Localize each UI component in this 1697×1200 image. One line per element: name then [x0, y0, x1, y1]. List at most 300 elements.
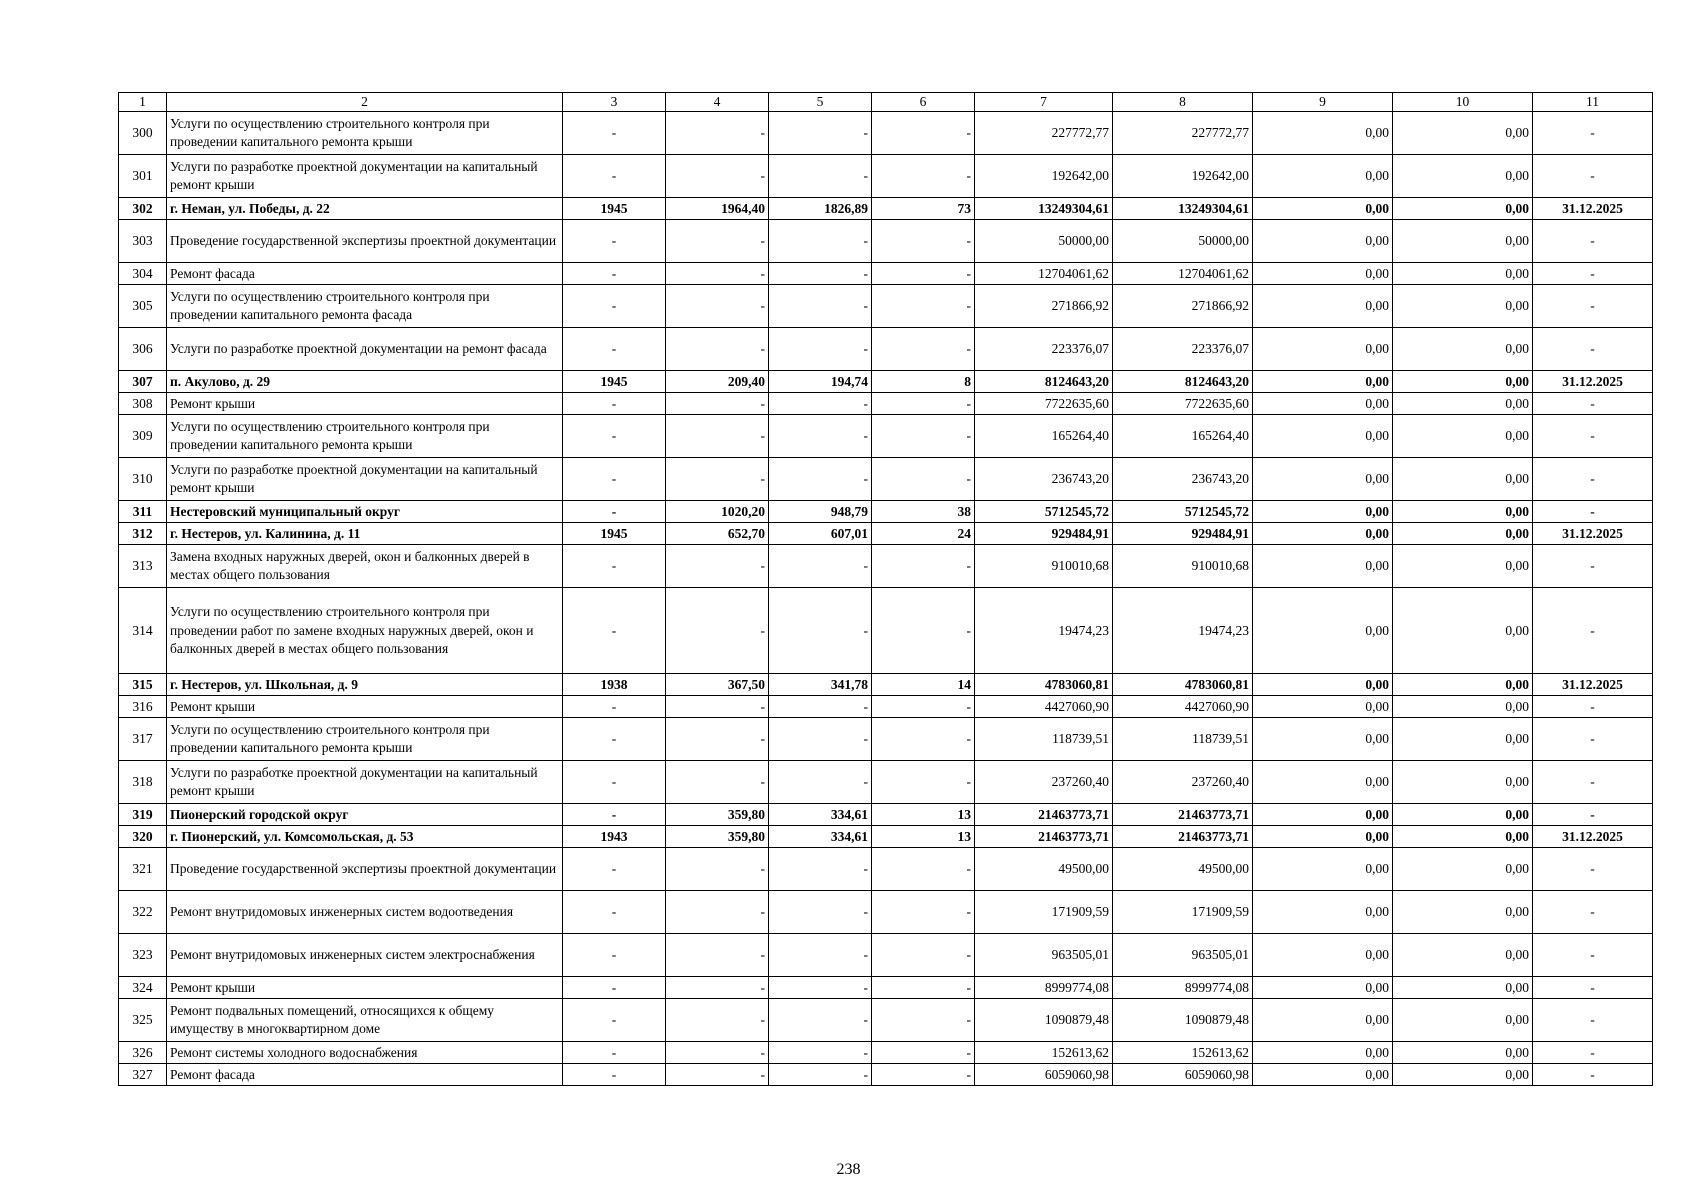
column-number-cell: 10: [1393, 93, 1533, 112]
col6-cell: -: [872, 458, 975, 501]
col6-cell: 24: [872, 523, 975, 545]
col8-cell: 5712545,72: [1113, 501, 1253, 523]
col4-cell: -: [666, 112, 769, 155]
col6-cell: -: [872, 588, 975, 674]
row-number-cell: 302: [119, 198, 167, 220]
col9-cell: 0,00: [1253, 415, 1393, 458]
work-name-cell: Услуги по разработке проектной документации на ремонт фасада: [167, 328, 563, 371]
row-number-cell: 308: [119, 393, 167, 415]
col10-cell: 0,00: [1393, 501, 1533, 523]
col9-cell: 0,00: [1253, 501, 1393, 523]
col3-cell: -: [563, 393, 666, 415]
col10-cell: 0,00: [1393, 415, 1533, 458]
col11-cell: -: [1533, 977, 1653, 999]
column-number-cell: 2: [167, 93, 563, 112]
col4-cell: -: [666, 848, 769, 891]
col9-cell: 0,00: [1253, 112, 1393, 155]
col9-cell: 0,00: [1253, 1064, 1393, 1086]
col10-cell: 0,00: [1393, 804, 1533, 826]
col7-cell: 21463773,71: [975, 826, 1113, 848]
col10-cell: 0,00: [1393, 285, 1533, 328]
col6-cell: -: [872, 155, 975, 198]
col4-cell: 359,80: [666, 804, 769, 826]
col3-cell: -: [563, 588, 666, 674]
work-name-cell: Услуги по разработке проектной документации на капитальный ремонт крыши: [167, 458, 563, 501]
col8-cell: 7722635,60: [1113, 393, 1253, 415]
col7-cell: 49500,00: [975, 848, 1113, 891]
table-body: [119, 93, 1653, 1086]
work-name-cell: Услуги по осуществлению строительного контроля при проведении капитального ремонта крыши: [167, 718, 563, 761]
col5-cell: -: [769, 588, 872, 674]
table-row: [119, 198, 1653, 220]
col10-cell: 0,00: [1393, 371, 1533, 393]
col8-cell: 236743,20: [1113, 458, 1253, 501]
row-number-cell: 322: [119, 891, 167, 934]
col8-cell: 8999774,08: [1113, 977, 1253, 999]
col6-cell: -: [872, 393, 975, 415]
col4-cell: -: [666, 263, 769, 285]
col7-cell: 50000,00: [975, 220, 1113, 263]
col4-cell: 209,40: [666, 371, 769, 393]
col9-cell: 0,00: [1253, 999, 1393, 1042]
col4-cell: -: [666, 285, 769, 328]
col8-cell: 271866,92: [1113, 285, 1253, 328]
column-number-cell: 1: [119, 93, 167, 112]
col3-cell: -: [563, 696, 666, 718]
col9-cell: 0,00: [1253, 696, 1393, 718]
column-number-cell: 7: [975, 93, 1113, 112]
col10-cell: 0,00: [1393, 999, 1533, 1042]
col4-cell: -: [666, 458, 769, 501]
col5-cell: -: [769, 696, 872, 718]
col8-cell: 152613,62: [1113, 1042, 1253, 1064]
row-number-cell: 309: [119, 415, 167, 458]
col11-cell: -: [1533, 545, 1653, 588]
col3-cell: -: [563, 458, 666, 501]
col7-cell: 963505,01: [975, 934, 1113, 977]
col4-cell: -: [666, 977, 769, 999]
table-row: [119, 999, 1653, 1042]
col11-cell: -: [1533, 285, 1653, 328]
col5-cell: -: [769, 1064, 872, 1086]
table-row: [119, 588, 1653, 674]
col11-cell: -: [1533, 848, 1653, 891]
row-number-cell: 324: [119, 977, 167, 999]
col11-cell: 31.12.2025: [1533, 371, 1653, 393]
row-number-cell: 325: [119, 999, 167, 1042]
col3-cell: 1945: [563, 371, 666, 393]
col11-cell: -: [1533, 718, 1653, 761]
col10-cell: 0,00: [1393, 826, 1533, 848]
col4-cell: -: [666, 545, 769, 588]
col7-cell: 171909,59: [975, 891, 1113, 934]
col9-cell: 0,00: [1253, 718, 1393, 761]
col6-cell: -: [872, 545, 975, 588]
col6-cell: 13: [872, 804, 975, 826]
work-name-cell: Ремонт системы холодного водоснабжения: [167, 1042, 563, 1064]
col10-cell: 0,00: [1393, 674, 1533, 696]
col10-cell: 0,00: [1393, 458, 1533, 501]
col6-cell: 14: [872, 674, 975, 696]
row-number-cell: 306: [119, 328, 167, 371]
col11-cell: -: [1533, 891, 1653, 934]
col3-cell: 1943: [563, 826, 666, 848]
col8-cell: 4783060,81: [1113, 674, 1253, 696]
col7-cell: 4783060,81: [975, 674, 1113, 696]
col5-cell: -: [769, 1042, 872, 1064]
work-name-cell: Услуги по разработке проектной документации на капитальный ремонт крыши: [167, 155, 563, 198]
col3-cell: -: [563, 545, 666, 588]
col5-cell: 194,74: [769, 371, 872, 393]
col5-cell: 948,79: [769, 501, 872, 523]
col4-cell: -: [666, 891, 769, 934]
col5-cell: -: [769, 112, 872, 155]
work-name-cell: Услуги по разработке проектной документации на капитальный ремонт крыши: [167, 761, 563, 804]
col4-cell: 359,80: [666, 826, 769, 848]
col6-cell: -: [872, 891, 975, 934]
col9-cell: 0,00: [1253, 328, 1393, 371]
col3-cell: -: [563, 112, 666, 155]
col3-cell: -: [563, 501, 666, 523]
table-row: [119, 674, 1653, 696]
column-number-cell: 5: [769, 93, 872, 112]
col9-cell: 0,00: [1253, 263, 1393, 285]
col11-cell: 31.12.2025: [1533, 523, 1653, 545]
col8-cell: 1090879,48: [1113, 999, 1253, 1042]
row-number-cell: 313: [119, 545, 167, 588]
col4-cell: 1020,20: [666, 501, 769, 523]
col9-cell: 0,00: [1253, 934, 1393, 977]
table-row: [119, 263, 1653, 285]
work-name-cell: Услуги по осуществлению строительного контроля при проведении капитального ремонта фасада: [167, 285, 563, 328]
col8-cell: 6059060,98: [1113, 1064, 1253, 1086]
col11-cell: -: [1533, 1064, 1653, 1086]
work-name-cell: Ремонт подвальных помещений, относящихся к общему имуществу в многоквартирном доме: [167, 999, 563, 1042]
col5-cell: -: [769, 848, 872, 891]
col10-cell: 0,00: [1393, 198, 1533, 220]
column-number-cell: 6: [872, 93, 975, 112]
work-name-cell: г. Нестеров, ул. Калинина, д. 11: [167, 523, 563, 545]
col8-cell: 910010,68: [1113, 545, 1253, 588]
col11-cell: -: [1533, 263, 1653, 285]
col10-cell: 0,00: [1393, 891, 1533, 934]
col3-cell: 1945: [563, 523, 666, 545]
col9-cell: 0,00: [1253, 220, 1393, 263]
work-name-cell: Ремонт внутридомовых инженерных систем водоотведения: [167, 891, 563, 934]
col3-cell: 1945: [563, 198, 666, 220]
col5-cell: -: [769, 545, 872, 588]
col10-cell: 0,00: [1393, 718, 1533, 761]
col7-cell: 21463773,71: [975, 804, 1113, 826]
col5-cell: -: [769, 415, 872, 458]
col6-cell: 13: [872, 826, 975, 848]
col8-cell: 165264,40: [1113, 415, 1253, 458]
col10-cell: 0,00: [1393, 934, 1533, 977]
col11-cell: 31.12.2025: [1533, 826, 1653, 848]
table-row: [119, 458, 1653, 501]
work-name-cell: Услуги по осуществлению строительного контроля при проведении капитального ремонта крыши: [167, 415, 563, 458]
col3-cell: -: [563, 761, 666, 804]
col11-cell: -: [1533, 415, 1653, 458]
col7-cell: 165264,40: [975, 415, 1113, 458]
col6-cell: -: [872, 977, 975, 999]
col3-cell: -: [563, 718, 666, 761]
table-row: [119, 285, 1653, 328]
col3-cell: -: [563, 1042, 666, 1064]
col9-cell: 0,00: [1253, 545, 1393, 588]
table-row: [119, 934, 1653, 977]
col7-cell: 192642,00: [975, 155, 1113, 198]
table-row: [119, 1064, 1653, 1086]
col7-cell: 5712545,72: [975, 501, 1113, 523]
col5-cell: -: [769, 999, 872, 1042]
col4-cell: -: [666, 934, 769, 977]
col4-cell: -: [666, 696, 769, 718]
table-row: [119, 848, 1653, 891]
row-number-cell: 312: [119, 523, 167, 545]
col9-cell: 0,00: [1253, 674, 1393, 696]
col8-cell: 50000,00: [1113, 220, 1253, 263]
work-name-cell: Пионерский городской округ: [167, 804, 563, 826]
col3-cell: -: [563, 977, 666, 999]
col7-cell: 7722635,60: [975, 393, 1113, 415]
page-number: 238: [836, 1161, 861, 1178]
col7-cell: 12704061,62: [975, 263, 1113, 285]
col9-cell: 0,00: [1253, 761, 1393, 804]
col8-cell: 8124643,20: [1113, 371, 1253, 393]
column-number-cell: 8: [1113, 93, 1253, 112]
col4-cell: 652,70: [666, 523, 769, 545]
col5-cell: 334,61: [769, 804, 872, 826]
col8-cell: 13249304,61: [1113, 198, 1253, 220]
col8-cell: 223376,07: [1113, 328, 1253, 371]
col11-cell: 31.12.2025: [1533, 674, 1653, 696]
col3-cell: -: [563, 285, 666, 328]
table-row: [119, 761, 1653, 804]
col5-cell: -: [769, 891, 872, 934]
col9-cell: 0,00: [1253, 523, 1393, 545]
col8-cell: 21463773,71: [1113, 826, 1253, 848]
col5-cell: -: [769, 220, 872, 263]
work-name-cell: Замена входных наружных дверей, окон и балконных дверей в местах общего пользования: [167, 545, 563, 588]
col8-cell: 4427060,90: [1113, 696, 1253, 718]
col10-cell: 0,00: [1393, 696, 1533, 718]
table-row: [119, 545, 1653, 588]
work-name-cell: Проведение государственной экспертизы проектной документации: [167, 220, 563, 263]
col3-cell: -: [563, 263, 666, 285]
col4-cell: -: [666, 155, 769, 198]
col8-cell: 963505,01: [1113, 934, 1253, 977]
col3-cell: -: [563, 934, 666, 977]
col4-cell: 367,50: [666, 674, 769, 696]
col4-cell: -: [666, 1042, 769, 1064]
col6-cell: -: [872, 848, 975, 891]
col5-cell: -: [769, 458, 872, 501]
col4-cell: -: [666, 588, 769, 674]
col9-cell: 0,00: [1253, 588, 1393, 674]
col7-cell: 929484,91: [975, 523, 1113, 545]
table-row: [119, 155, 1653, 198]
col11-cell: -: [1533, 112, 1653, 155]
col9-cell: 0,00: [1253, 155, 1393, 198]
col5-cell: -: [769, 977, 872, 999]
col5-cell: -: [769, 761, 872, 804]
col7-cell: 19474,23: [975, 588, 1113, 674]
col5-cell: -: [769, 934, 872, 977]
col5-cell: 1826,89: [769, 198, 872, 220]
col7-cell: 8124643,20: [975, 371, 1113, 393]
col3-cell: -: [563, 1064, 666, 1086]
table-row: [119, 371, 1653, 393]
col6-cell: -: [872, 1064, 975, 1086]
column-number-cell: 4: [666, 93, 769, 112]
col11-cell: 31.12.2025: [1533, 198, 1653, 220]
col9-cell: 0,00: [1253, 1042, 1393, 1064]
col4-cell: -: [666, 415, 769, 458]
work-name-cell: г. Пионерский, ул. Комсомольская, д. 53: [167, 826, 563, 848]
col7-cell: 223376,07: [975, 328, 1113, 371]
col6-cell: -: [872, 285, 975, 328]
col6-cell: -: [872, 999, 975, 1042]
col8-cell: 12704061,62: [1113, 263, 1253, 285]
row-number-cell: 305: [119, 285, 167, 328]
col7-cell: 152613,62: [975, 1042, 1113, 1064]
col3-cell: -: [563, 328, 666, 371]
work-name-cell: Нестеровский муниципальный округ: [167, 501, 563, 523]
table-row: [119, 696, 1653, 718]
col10-cell: 0,00: [1393, 112, 1533, 155]
col10-cell: 0,00: [1393, 328, 1533, 371]
row-number-cell: 320: [119, 826, 167, 848]
col11-cell: -: [1533, 328, 1653, 371]
table-row: [119, 804, 1653, 826]
col9-cell: 0,00: [1253, 826, 1393, 848]
column-number-cell: 11: [1533, 93, 1653, 112]
work-name-cell: п. Акулово, д. 29: [167, 371, 563, 393]
col5-cell: -: [769, 393, 872, 415]
col10-cell: 0,00: [1393, 761, 1533, 804]
table-row: [119, 393, 1653, 415]
work-name-cell: Ремонт внутридомовых инженерных систем электроснабжения: [167, 934, 563, 977]
col10-cell: 0,00: [1393, 1064, 1533, 1086]
col7-cell: 227772,77: [975, 112, 1113, 155]
col3-cell: -: [563, 804, 666, 826]
col7-cell: 236743,20: [975, 458, 1113, 501]
col9-cell: 0,00: [1253, 285, 1393, 328]
col7-cell: 1090879,48: [975, 999, 1113, 1042]
col10-cell: 0,00: [1393, 263, 1533, 285]
column-number-cell: 3: [563, 93, 666, 112]
col8-cell: 237260,40: [1113, 761, 1253, 804]
col7-cell: 13249304,61: [975, 198, 1113, 220]
col6-cell: -: [872, 696, 975, 718]
work-name-cell: Ремонт фасада: [167, 263, 563, 285]
row-number-cell: 315: [119, 674, 167, 696]
col10-cell: 0,00: [1393, 977, 1533, 999]
col8-cell: 49500,00: [1113, 848, 1253, 891]
work-name-cell: г. Нестеров, ул. Школьная, д. 9: [167, 674, 563, 696]
col4-cell: -: [666, 328, 769, 371]
work-name-cell: Услуги по осуществлению строительного контроля при проведении капитального ремонта крыши: [167, 112, 563, 155]
col9-cell: 0,00: [1253, 198, 1393, 220]
col5-cell: 341,78: [769, 674, 872, 696]
column-number-row: [119, 93, 1653, 112]
row-number-cell: 311: [119, 501, 167, 523]
col4-cell: -: [666, 1064, 769, 1086]
row-number-cell: 318: [119, 761, 167, 804]
col6-cell: -: [872, 263, 975, 285]
col10-cell: 0,00: [1393, 393, 1533, 415]
row-number-cell: 300: [119, 112, 167, 155]
col5-cell: -: [769, 263, 872, 285]
row-number-cell: 327: [119, 1064, 167, 1086]
col11-cell: -: [1533, 220, 1653, 263]
row-number-cell: 310: [119, 458, 167, 501]
table-row: [119, 977, 1653, 999]
col11-cell: -: [1533, 934, 1653, 977]
row-number-cell: 314: [119, 588, 167, 674]
col3-cell: -: [563, 848, 666, 891]
col5-cell: 334,61: [769, 826, 872, 848]
row-number-cell: 304: [119, 263, 167, 285]
col4-cell: -: [666, 220, 769, 263]
table-row: [119, 718, 1653, 761]
col3-cell: -: [563, 999, 666, 1042]
col5-cell: -: [769, 718, 872, 761]
col11-cell: -: [1533, 588, 1653, 674]
table-row: [119, 415, 1653, 458]
col7-cell: 237260,40: [975, 761, 1113, 804]
work-name-cell: г. Неман, ул. Победы, д. 22: [167, 198, 563, 220]
col8-cell: 227772,77: [1113, 112, 1253, 155]
col4-cell: -: [666, 718, 769, 761]
col6-cell: -: [872, 761, 975, 804]
col9-cell: 0,00: [1253, 804, 1393, 826]
col7-cell: 8999774,08: [975, 977, 1113, 999]
col9-cell: 0,00: [1253, 848, 1393, 891]
col4-cell: 1964,40: [666, 198, 769, 220]
col10-cell: 0,00: [1393, 523, 1533, 545]
col3-cell: -: [563, 891, 666, 934]
table-row: [119, 826, 1653, 848]
col11-cell: -: [1533, 458, 1653, 501]
row-number-cell: 301: [119, 155, 167, 198]
col3-cell: 1938: [563, 674, 666, 696]
col7-cell: 910010,68: [975, 545, 1113, 588]
col5-cell: 607,01: [769, 523, 872, 545]
row-number-cell: 319: [119, 804, 167, 826]
work-name-cell: Услуги по осуществлению строительного контроля при проведении работ по замене входных наружных дверей, окон и балконных дверей в местах общего пользования: [167, 588, 563, 674]
row-number-cell: 323: [119, 934, 167, 977]
col8-cell: 21463773,71: [1113, 804, 1253, 826]
col11-cell: -: [1533, 393, 1653, 415]
row-number-cell: 326: [119, 1042, 167, 1064]
row-number-cell: 316: [119, 696, 167, 718]
col9-cell: 0,00: [1253, 977, 1393, 999]
table-row: [119, 220, 1653, 263]
col9-cell: 0,00: [1253, 891, 1393, 934]
col3-cell: -: [563, 415, 666, 458]
col5-cell: -: [769, 328, 872, 371]
col11-cell: -: [1533, 761, 1653, 804]
col6-cell: -: [872, 934, 975, 977]
col10-cell: 0,00: [1393, 545, 1533, 588]
col8-cell: 19474,23: [1113, 588, 1253, 674]
work-name-cell: Ремонт крыши: [167, 696, 563, 718]
col7-cell: 4427060,90: [975, 696, 1113, 718]
col4-cell: -: [666, 999, 769, 1042]
col11-cell: -: [1533, 804, 1653, 826]
